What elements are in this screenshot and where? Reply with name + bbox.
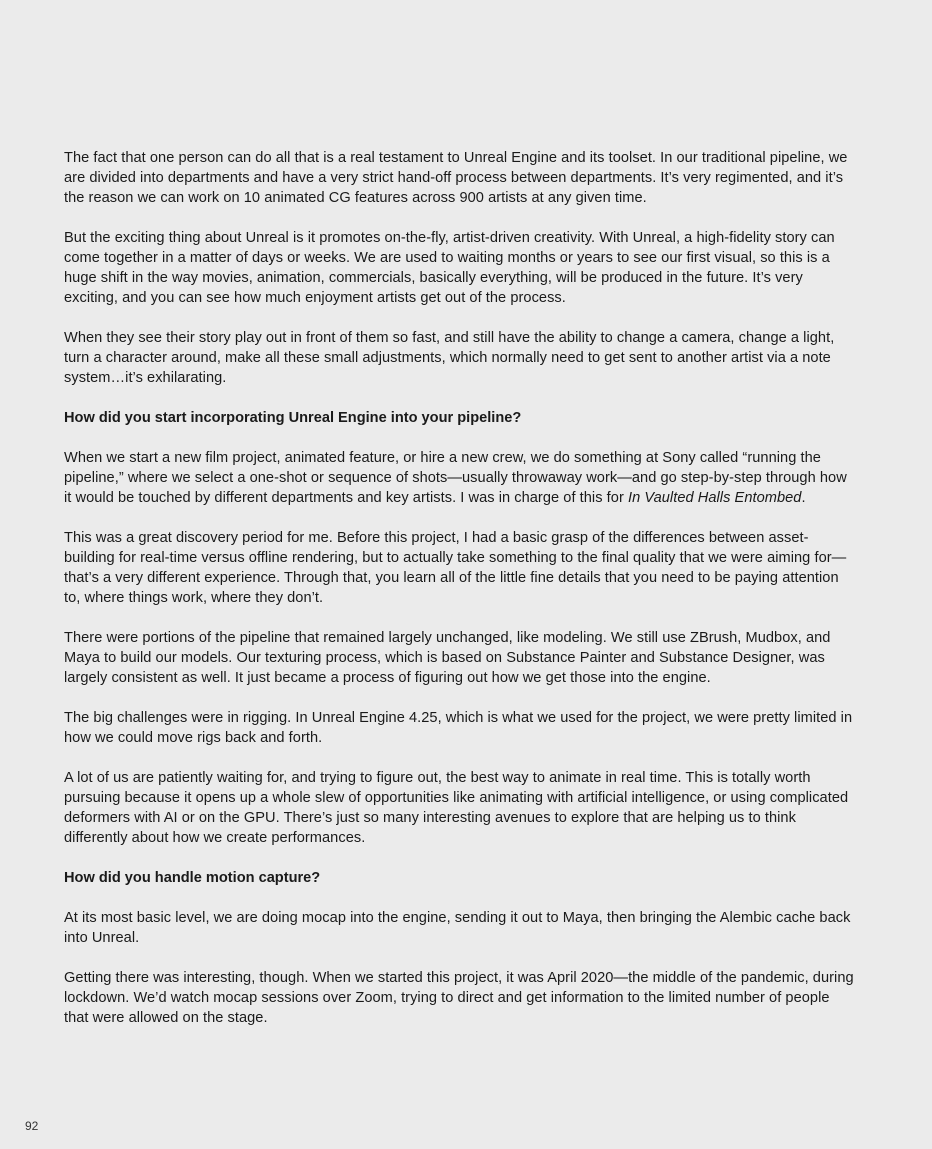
paragraph-exciting-thing: But the exciting thing about Unreal is it promotes on-the-fly, artist-driven creativity. With Unreal, a high-fidelity story can come together in a matter of days or weeks. We are used to waiting months or years to see our first visual, so this is a huge shift in the way movies, animation, commercials, basically everything, will be produced in the future. It’s very exciting, and you can see how much enjoyment artists get out of the process. (64, 230, 835, 306)
paragraph-running-pipeline-end: . (801, 490, 806, 506)
film-title-emphasis: In Vaulted Halls Entombed (627, 490, 802, 506)
paragraph-running-pipeline-text: When we start a new film project, animated feature, or hire a new crew, we do something at Sony called “running the pipeline,” where we select a one-shot or sequence of shots—usually throwaway work—and go step-by-step through how it would be touched by different departments and key artists. I was in charge of this for (64, 450, 847, 506)
paragraph-testament: The fact that one person can do all that is a real testament to Unreal Engine and its toolset. In our traditional pipeline, we are divided into departments and have a very strict hand-off process between departments. It’s very regimented, and it’s the reason we can work on 10 animated CG features across 900 artists at any given time. (64, 150, 848, 206)
paragraph-mocap-basic: At its most basic level, we are doing mocap into the engine, sending it out to Maya, then bringing the Alembic cache back into Unreal. (64, 910, 851, 946)
question-incorporating-unreal: How did you start incorporating Unreal Engine into your pipeline? (64, 410, 522, 426)
paragraph-story-play-out: When they see their story play out in front of them so fast, and still have the ability to change a camera, change a light, turn a character around, make all these small adjustments, which normally need to get sent to another artist via a note system…it’s exhilarating. (64, 330, 835, 386)
paragraph-discovery-period: This was a great discovery period for me. Before this project, I had a basic grasp of the differences between asset-building for real-time versus offline rendering, but to actually take something to the final quality that we were aiming for—that’s a very different experience. Through that, you learn all of the little fine details that you need to be paying attention to, where things work, where they don’t. (64, 530, 847, 606)
article-body (64, 148, 856, 1048)
paragraph-running-pipeline (64, 448, 856, 508)
paragraph-rigging-challenges: The big challenges were in rigging. In Unreal Engine 4.25, which is what we used for the project, we were pretty limited in how we could move rigs back and forth. (64, 710, 853, 746)
page-number: 92 (25, 1119, 39, 1133)
paragraph-animate-real-time: A lot of us are patiently waiting for, and trying to figure out, the best way to animate in real time. This is totally worth pursuing because it opens up a whole slew of opportunities like animating with artificial intelligence, or using complicated deformers with AI or on the GPU. There’s just so many interesting avenues to explore that are helping us to think differently about how we create performances. (64, 770, 849, 846)
paragraph-pandemic: Getting there was interesting, though. When we started this project, it was April 2020—the middle of the pandemic, during lockdown. We’d watch mocap sessions over Zoom, trying to direct and get information to the limited number of people that were allowed on the stage. (64, 970, 854, 1026)
question-motion-capture: How did you handle motion capture? (64, 870, 321, 886)
paragraph-pipeline-portions: There were portions of the pipeline that remained largely unchanged, like modeling. We still use ZBrush, Mudbox, and Maya to build our models. Our texturing process, which is based on Substance Painter and Substance Designer, was largely consistent as well. It just became a process of figuring out how we get those into the engine. (64, 630, 831, 686)
